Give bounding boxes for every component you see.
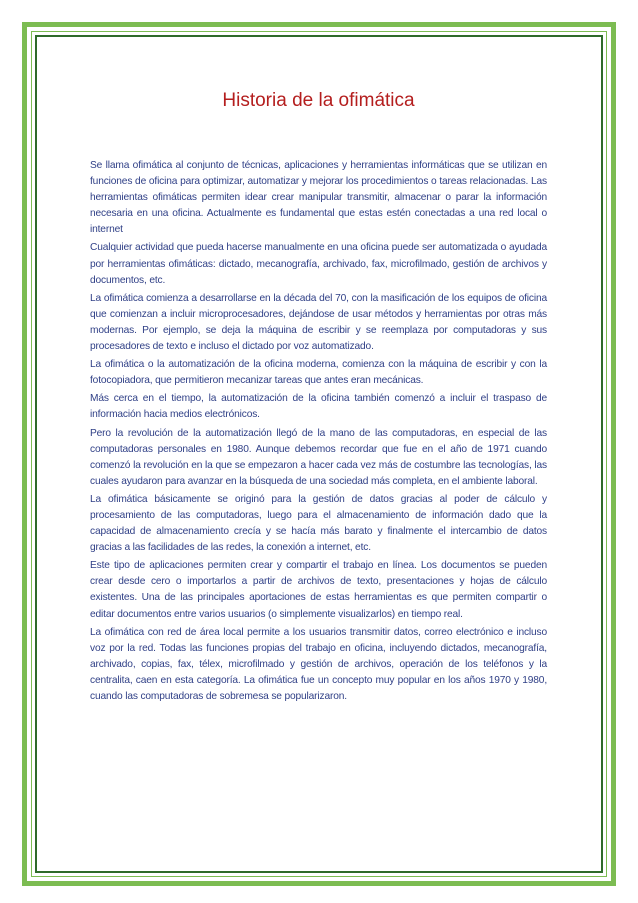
document-body (90, 88, 547, 707)
document-title: Historia de la ofimática (222, 90, 415, 111)
paragraph-8: Este tipo de aplicaciones permiten crear y compartir el trabajo en línea. Los documentos se pueden crear desde cero o importarlos a partir de archivos de texto, presentaciones y hojas de cálculo existentes. Una de las principales aportaciones de estas herramientas es que permiten compartir o editar documentos entre varios usuarios (o simplemente visualizarlos) en tiempo real. (90, 560, 547, 620)
paragraph-6: Pero la revolución de la automatización llegó de la mano de las computadoras, en especial de las computadoras personales en 1980. Aunque debemos recordar que fue en el año de 1971 cuando comenzó la revolución en la que se empezaron a hacer cada vez más de costumbre las tecnologías, las cuales ayudaron para avanzar en la búsqueda de una sociedad más completa, en el ambiente laboral. (90, 427, 547, 487)
paragraph-5: Más cerca en el tiempo, la automatización de la oficina también comenzó a incluir el traspaso de información hacia medios electrónicos. (90, 393, 547, 421)
paragraph-7: La ofimática básicamente se originó para la gestión de datos gracias al poder de cálculo y procesamiento de las computadoras, luego para el almacenamiento de información dado que la capacidad de almacenamiento crecía y se hacía más barato y finalmente el intercambio de datos gracias a las facilidades de las redes, la conexión a internet, etc. (90, 493, 547, 554)
paragraph-2: Cualquier actividad que pueda hacerse manualmente en una oficina puede ser automatizada o ayudada por herramientas ofimáticas: dictado, mecanografía, archivado, fax, microfilmado, gestión de archivos y documentos, etc. (90, 242, 547, 286)
paragraph-9: La ofimática con red de área local permite a los usuarios transmitir datos, correo electrónico e incluso voz por la red. Todas las funciones propias del trabajo en oficina, incluyendo dictados, mecanografía, archivado, copias, fax, télex, microfilmado y gestión de archivos, operación de los teléfonos y la centralita, caen en esta categoría. La ofimática fue un concepto muy popular en los años 1970 y 1980, cuando las computadoras de sobremesa se popularizaron. (90, 626, 547, 702)
paragraph-1: Se llama ofimática al conjunto de técnicas, aplicaciones y herramientas informáticas que se utilizan en funciones de oficina para optimizar, automatizar y mejorar los procedimientos o tareas relacionadas. Las herramientas ofimáticas permiten idear crear manipular transmitir, almacenar o parar la información necesaria en una oficina. Actualmente es fundamental que estas estén conectadas a una red local o internet (90, 160, 547, 236)
paragraph-4: La ofimática o la automatización de la oficina moderna, comienza con la máquina de escribir y con la fotocopiadora, que permitieron mecanizar tareas que antes eran mecánicas. (90, 359, 547, 387)
paragraph-3: La ofimática comienza a desarrollarse en la década del 70, con la masificación de los equipos de oficina que comienzan a incluir microprocesadores, dejándose de usar métodos y herramientas por otras más modernas. Por ejemplo, se deja la máquina de escribir y se reemplaza por computadoras y sus procesadores de texto e incluso el dictado por voz automatizado. (90, 292, 547, 353)
